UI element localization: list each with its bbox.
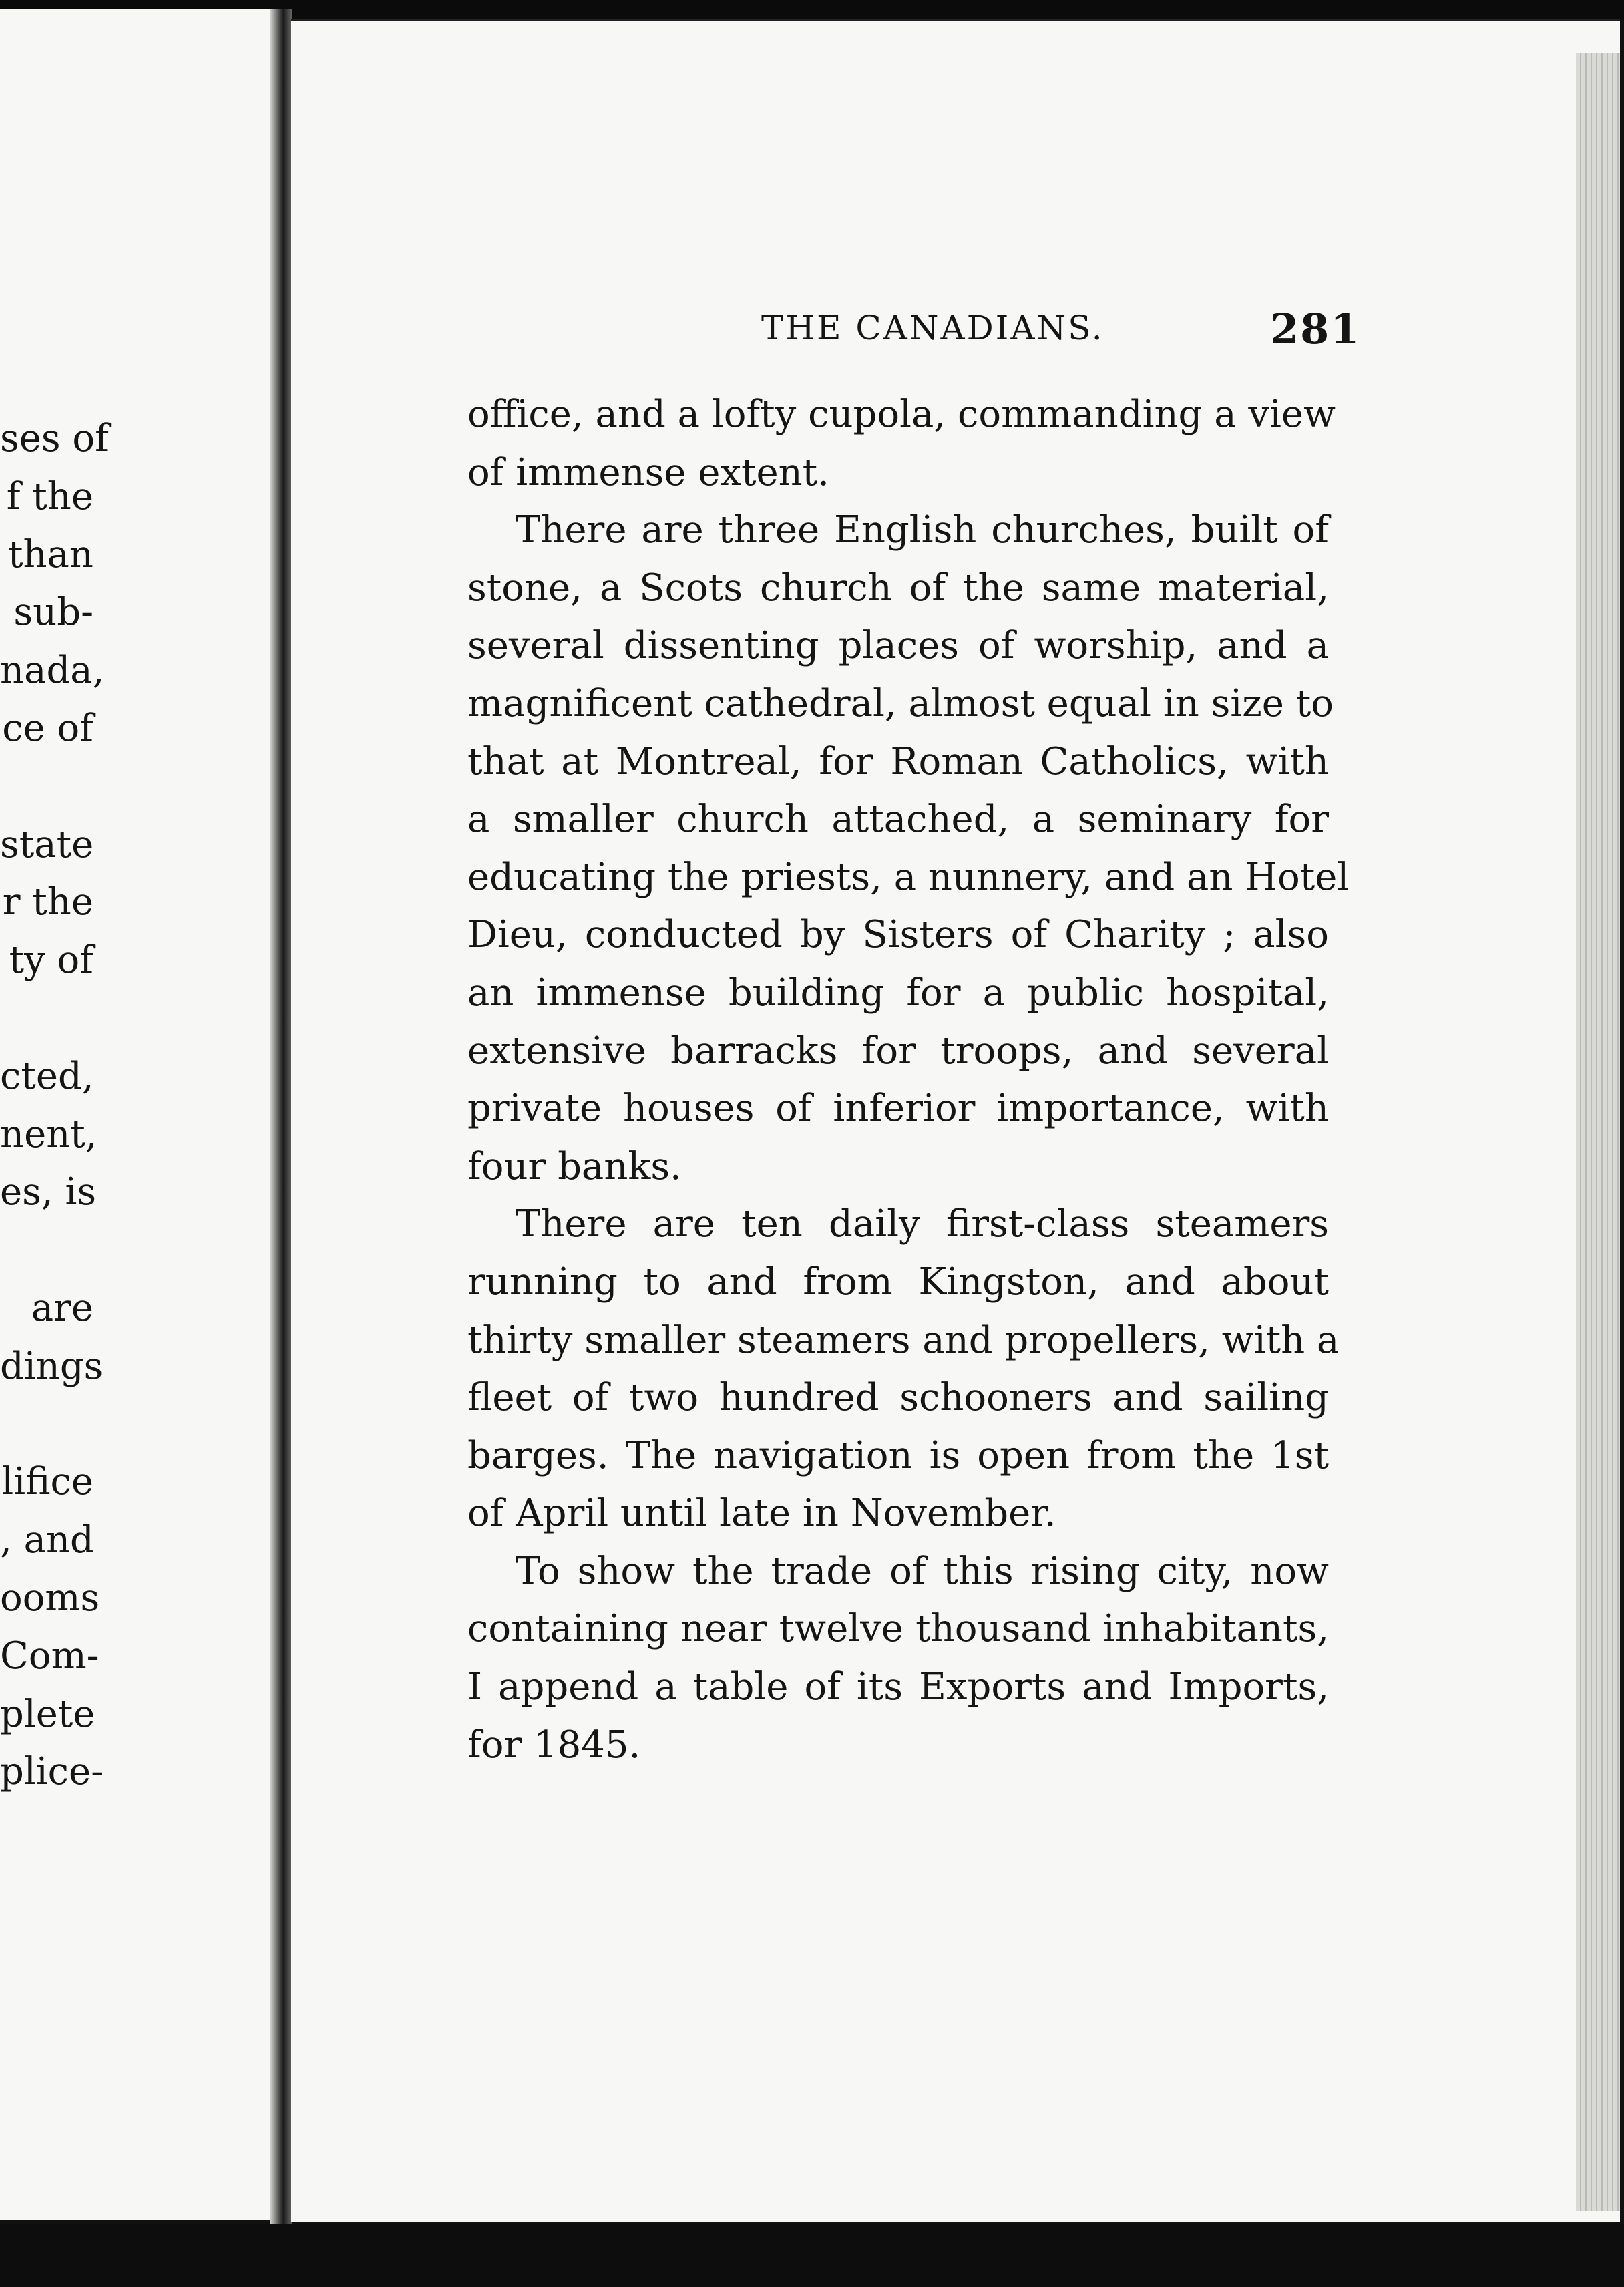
left-page-line <box>0 1222 93 1280</box>
left-page-line: es, is <box>0 1170 97 1214</box>
left-page-line: ses of <box>0 417 109 460</box>
text-line: There are ten daily first-class steamers <box>516 1202 1329 1246</box>
left-page-line: f the <box>6 474 93 518</box>
body-text <box>467 386 1350 1774</box>
left-page-line: dings <box>0 1344 104 1388</box>
left-page <box>0 9 280 2220</box>
text-line: I append a table of its Exports and Imports, <box>467 1665 1329 1709</box>
left-page-line <box>0 758 93 816</box>
paragraph <box>467 1196 1340 1543</box>
paragraph <box>467 1543 1329 1774</box>
running-head-title: THE CANADIANS. <box>761 309 1104 347</box>
book-gutter <box>270 9 292 2224</box>
text-line: of April until late in November. <box>467 1491 1056 1536</box>
text-line: that at Montreal, for Roman Catholics, with <box>467 739 1329 783</box>
text-line: several dissenting places of worship, and a <box>467 624 1329 668</box>
text-line: running to and from Kingston, and about <box>467 1260 1329 1304</box>
left-page-line: plete <box>0 1692 95 1736</box>
text-line: an immense building for a public hospital, <box>467 971 1329 1015</box>
left-page-line: , and <box>0 1518 94 1562</box>
left-page-line <box>0 990 93 1048</box>
text-line: four banks. <box>467 1144 682 1188</box>
paragraph <box>467 502 1350 1196</box>
left-page-line: cted, <box>0 1054 94 1098</box>
left-page-line <box>0 1396 93 1454</box>
left-page-text-fragments <box>0 410 109 1801</box>
text-line: a smaller church attached, a seminary for <box>467 798 1329 842</box>
left-page-line: state <box>0 822 94 866</box>
text-line: for 1845. <box>467 1723 641 1767</box>
text-line: extensive barracks for troops, and several <box>467 1029 1329 1073</box>
text-line: magnificent cathedral, almost equal in size to <box>467 681 1334 725</box>
text-line: stone, a Scots church of the same material, <box>467 566 1329 610</box>
left-page-line: ty of <box>9 938 93 983</box>
text-line: private houses of inferior importance, with <box>467 1087 1329 1131</box>
left-page-line: than <box>7 532 93 576</box>
scan-bottom-border <box>0 2224 1624 2287</box>
paragraph <box>467 386 1336 502</box>
left-page-line: nada, <box>0 649 105 693</box>
left-page-line: lifice <box>1 1460 93 1504</box>
text-line: Dieu, conducted by Sisters of Charity ; also <box>467 913 1329 957</box>
text-line: To show the trade of this rising city, now <box>516 1549 1329 1593</box>
text-line: containing near twelve thousand inhabitants, <box>467 1607 1329 1651</box>
left-page-line: are <box>31 1286 93 1330</box>
text-line: barges. The navigation is open from the 1st <box>467 1433 1329 1477</box>
page-number: 281 <box>1270 305 1361 353</box>
left-page-line: ooms <box>0 1576 100 1620</box>
text-line: educating the priests, a nunnery, and an Hotel <box>467 855 1350 899</box>
left-page-line: sub- <box>13 590 93 635</box>
text-line: thirty smaller steamers and propellers, with a <box>467 1318 1340 1362</box>
left-page-line: Com- <box>0 1634 99 1678</box>
text-line: There are three English churches, built of <box>516 508 1329 552</box>
left-page-line: ce of <box>2 706 93 750</box>
left-page-line: nent, <box>0 1112 97 1156</box>
text-line: of immense extent. <box>467 450 829 494</box>
page-edge <box>1576 53 1620 2211</box>
text-line: office, and a lofty cupola, commanding a view <box>467 393 1336 436</box>
left-page-line: r the <box>2 880 93 924</box>
left-page-line: plice- <box>0 1750 104 1794</box>
text-line: fleet of two hundred schooners and sailing <box>467 1376 1329 1420</box>
